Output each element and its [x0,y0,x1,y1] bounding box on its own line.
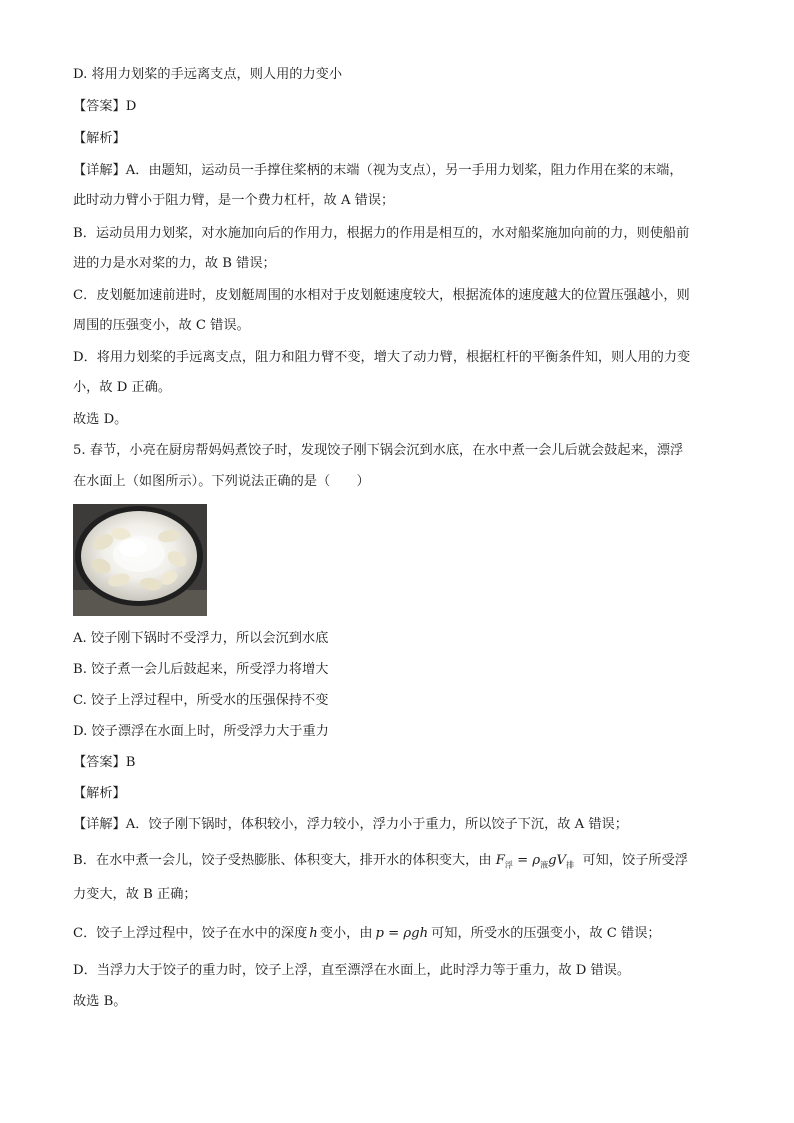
q5-stem-line2: 在水面上（如图所示）。下列说法正确的是（ ） [73,474,370,489]
q5-detail-c-text2: 变小，由 [319,926,373,941]
q5-detail-d: D．当浮力大于饺子的重力时，饺子上浮，直至漂浮在水面上，此时浮力等于重力，故 D 错误。 [73,963,631,978]
q4-detail-a-line1: 【详解】A．由题知，运动员一手撑住桨柄的末端（视为支点），另一手用力划桨，阻力作用在桨的末端， [73,163,683,178]
buoyancy-formula [496,853,574,868]
q4-detail-b-line2: 进的力是水对桨的力，故 B 错误； [73,256,276,271]
q4-conclusion: 故选 D。 [73,412,128,427]
formula-v-sub: 排 [566,860,575,870]
q4-answer: 【答案】D [73,99,137,114]
formula-f: F [495,853,505,868]
dumplings-in-pot-photo [73,504,207,616]
q4-option-d: D. 将用力划桨的手远离支点，则人用的力变小 [73,67,343,82]
q4-analysis-title: 【解析】 [73,131,126,146]
q5-detail-c-text3: 可知，所受水的压强变小，故 C 错误； [431,926,661,941]
q5-detail-c-text: C．饺子上浮过程中，饺子在水中的深度 [73,926,308,941]
formula-equals: = [512,853,533,868]
q5-option-d: D. 饺子漂浮在水面上时，所受浮力大于重力 [73,724,329,739]
formula-rho-sub: 液 [540,860,549,870]
q4-detail-c-line2: 周围的压强变小，故 C 错误。 [73,318,250,333]
q4-detail-d-line1: D．将用力划桨的手远离支点，阻力和阻力臂不变，增大了动力臂，根据杠杆的平衡条件知，则人用的力变 [73,350,691,365]
q5-detail-b-text: B．在水中煮一会儿，饺子受热膨胀、体积变大，排开水的体积变大，由 [73,853,492,868]
formula-f-sub: 浮 [504,860,513,870]
q5-option-a: A. 饺子刚下锅时不受浮力，所以会沉到水底 [73,631,329,646]
formula-rho: ρ [532,853,541,868]
q5-option-c: C. 饺子上浮过程中，所受水的压强保持不变 [73,693,329,708]
depth-variable: h [309,926,318,941]
q5-detail-b-line2: 力变大，故 B 正确； [73,887,197,902]
q5-option-b: B. 饺子煮一会儿后鼓起来，所受浮力将增大 [73,662,329,677]
q4-detail-d-line2: 小，故 D 正确。 [73,380,172,395]
formula-v: V [556,853,567,868]
q5-analysis-title: 【解析】 [73,786,126,801]
q5-conclusion: 故选 B。 [73,994,127,1009]
pressure-formula: p = ρgh [375,926,429,941]
q4-detail-a-line2: 此时动力臂小于阻力臂，是一个费力杠杆，故 A 错误； [73,193,395,208]
q4-detail-c-line1: C．皮划艇加速前进时，皮划艇周围的水相对于皮划艇速度较大，根据流体的速度越大的位置压强越小，则 [73,288,690,303]
q5-detail-b-text-end: 可知，饺子所受浮 [578,853,688,868]
formula-g: g [548,853,557,868]
q5-detail-a: 【详解】A．饺子刚下锅时，体积较小，浮力较小，浮力小于重力，所以饺子下沉，故 A 错误； [73,817,628,832]
q4-detail-b-line1: B．运动员用力划桨，对水施加向后的作用力，根据力的作用是相互的，水对船桨施加向前的力，则使船前 [73,226,690,241]
q5-answer: 【答案】B [73,755,136,770]
q5-detail-c [73,925,661,943]
q5-detail-b-line1 [73,852,688,875]
q5-stem-line1: 5. 春节，小亮在厨房帮妈妈煮饺子时，发现饺子刚下锅会沉到水底，在水中煮一会儿后就会鼓起来，漂浮 [73,443,684,458]
